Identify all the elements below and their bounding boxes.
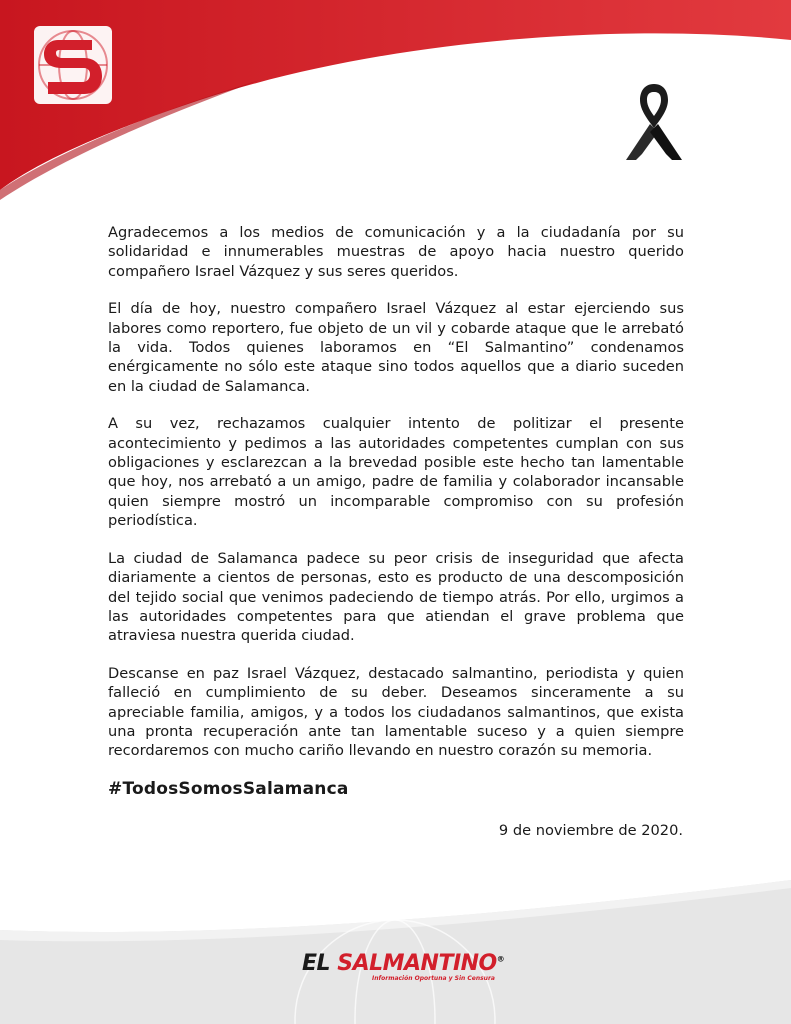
paragraph-5: Descanse en paz Israel Vázquez, destacado salmantino, periodista y quien falleció en cumplimiento de su deber. Deseamos sinceramente a su apreciable familia, amigos, y a todos los ciudadanos salmantinos, que exista una pronta recuperación ante tan lamentable suceso y a quien siempre recordaremos con mucho cariño llevando en nuestro corazón su memoria. — [108, 664, 684, 760]
mourning-ribbon-icon — [622, 80, 686, 166]
hashtag: #TodosSomosSalamanca — [108, 778, 349, 799]
footer-grey-swoosh — [0, 870, 791, 1024]
paragraph-2: El día de hoy, nuestro compañero Israel Vázquez al estar ejerciendo sus labores como reportero, fue objeto de un vil y cobarde ataque que le arrebató la vida. Todos quienes laboramos en “El Salmantino” condenamos enérgicamente no sólo este ataque sino todos aquellos que a diario suceden en la ciudad de Salamanca. — [108, 300, 684, 395]
letter-date: 9 de noviembre de 2020. — [498, 822, 683, 839]
paragraph-3: A su vez, rechazamos cualquier intento de politizar el presente acontecimiento y pedimos a las autoridades competentes cumplan con sus obligaciones y esclarezcan a la brevedad posible este hecho tan lamentable que hoy, nos arrebató a un amigo, padre de familia y colaborador incansable quien siempre mostró un incomparable compromiso con su profesión periodística. — [108, 415, 684, 530]
el-salmantino-logo-icon — [30, 22, 116, 108]
el-salmantino-wordmark — [302, 951, 505, 991]
paragraph-1: Agradecemos a los medios de comunicación y a la ciudadanía por su solidaridad e innumerables muestras de apoyo hacia nuestro querido compañero Israel Vázquez y sus seres queridos. — [108, 224, 684, 280]
paragraph-4: La ciudad de Salamanca padece su peor crisis de inseguridad que afecta diariamente a cientos de personas, esto es producto de una descomposición del tejido social que venimos padeciendo de tiempo atrás. Por ello, urgimos a las autoridades competentes para que atiendan el grave problema que atraviesa nuestra querida ciudad. — [108, 549, 684, 645]
brand-tagline: Información Oportuna y Sin Censura — [372, 975, 495, 982]
brand-name — [302, 951, 504, 976]
registered-mark: ® — [496, 954, 505, 964]
letter-body — [108, 223, 684, 799]
brand-name-text: EL SALMANTINO — [302, 951, 497, 976]
